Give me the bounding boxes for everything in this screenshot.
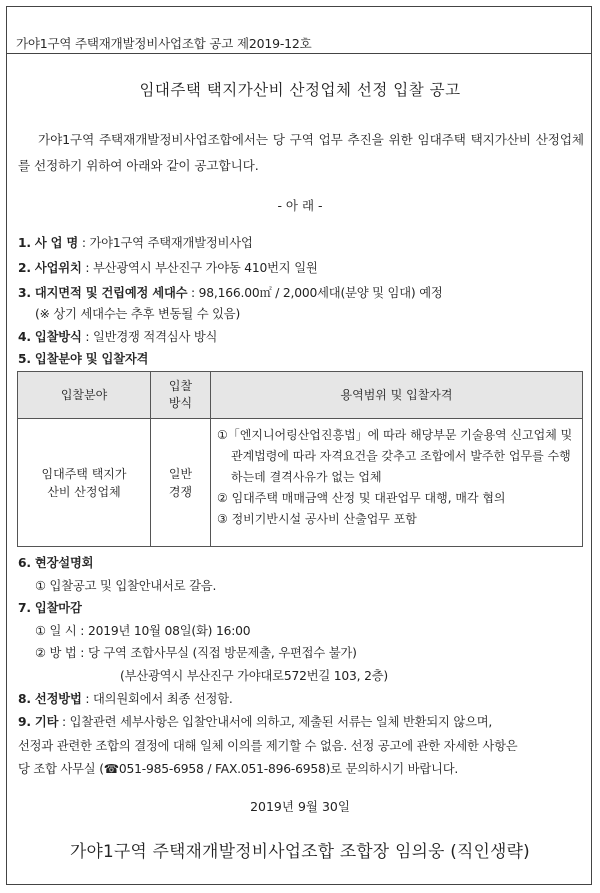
item-area-note: (※ 상기 세대수는 추후 변동될 수 있음) xyxy=(35,307,241,321)
section-bid-deadline: 7. 입찰마감 xyxy=(18,601,82,615)
section-site-briefing: 6. 현장설명회 xyxy=(18,556,94,570)
section-other xyxy=(18,712,492,730)
bid-table xyxy=(17,371,583,547)
table-header-row xyxy=(18,372,583,419)
requirement-item: ③ 정비기반시설 공사비 산출업무 포함 xyxy=(217,512,417,526)
cell-method: 일반 경쟁 xyxy=(151,419,211,547)
signature-line: 가야1구역 주택재개발정비사업조합 조합장 임의웅 (직인생략) xyxy=(70,841,530,861)
item-value: : 일반경쟁 적격심사 방식 xyxy=(81,330,218,344)
item-area xyxy=(18,283,443,301)
item-label: 3. 대지면적 및 건립예정 세대수 xyxy=(18,286,188,300)
site-briefing-line: ① 입찰공고 및 입찰안내서로 갈음. xyxy=(35,579,217,593)
page-title: 임대주택 택지가산비 산정업체 선정 입찰 공고 xyxy=(139,81,461,99)
intro-paragraph: 가야1구역 주택재개발정비사업조합에서는 당 구역 업무 추진을 위한 임대주택 택지가산비 산정업체를 선정하기 위하여 아래와 같이 공고합니다. xyxy=(18,132,584,173)
deadline-datetime: ① 일 시 : 2019년 10월 08일(화) 16:00 xyxy=(35,624,251,638)
requirement-item: ①「엔지니어링산업진흥법」에 따라 해당부문 기술용역 신고업체 및 관계법령에 따라 자격요건을 갖추고 조합에서 발주한 업무를 수행하는데 결격사유가 없는 업체 xyxy=(217,428,573,484)
deadline-method: ② 방 법 : 당 구역 조합사무실 (직접 방문제출, 우편접수 불가) xyxy=(35,646,357,660)
item-label: 9. 기타 xyxy=(18,715,59,729)
section-divider-text: - 아 래 - xyxy=(277,198,323,213)
item-label: 1. 사 업 명 xyxy=(18,236,79,250)
header-requirements: 용역범위 및 입찰자격 xyxy=(211,372,583,419)
item-value: : 입찰관련 세부사항은 입찰안내서에 의하고, 제출된 서류는 일체 반환되지 않으며, xyxy=(58,715,493,729)
header-field: 입찰분야 xyxy=(18,372,151,419)
deadline-address: (부산광역시 부산진구 가야대로572번길 103, 2층) xyxy=(120,669,388,683)
cell-requirements xyxy=(211,419,583,547)
item-value: : 가야1구역 주택재개발정비사업 xyxy=(78,236,253,250)
table-row xyxy=(18,419,583,547)
header-method: 입찰 방식 xyxy=(151,372,211,419)
item-bid-field-heading: 5. 입찰분야 및 입찰자격 xyxy=(18,352,149,366)
other-line-2: 선정과 관련한 조합의 결정에 대해 일체 이의를 제기할 수 없음. 선정 공고에 관한 자세한 사항은 xyxy=(18,739,518,753)
item-value: : 대의원회에서 최종 선정함. xyxy=(81,692,233,706)
section-selection xyxy=(18,689,233,707)
item-project-name xyxy=(18,233,253,251)
item-location xyxy=(18,258,318,276)
item-label: 2. 사업위치 xyxy=(18,261,82,275)
item-value: : 98,166.00㎡ / 2,000세대(분양 및 임대) 예정 xyxy=(187,286,443,300)
cell-field: 임대주택 택지가산비 산정업체 xyxy=(18,419,151,547)
notice-date: 2019년 9월 30일 xyxy=(250,799,350,814)
notice-number: 가야1구역 주택재개발정비사업조합 공고 제2019-12호 xyxy=(16,36,312,51)
item-label: 4. 입찰방식 xyxy=(18,330,82,344)
item-value: : 부산광역시 부산진구 가야동 410번지 일원 xyxy=(81,261,318,275)
requirement-item: ② 임대주택 매매금액 산정 및 대관업무 대행, 매각 협의 xyxy=(217,491,506,505)
item-label: 8. 선정방법 xyxy=(18,692,82,706)
other-line-3: 당 조합 사무실 (☎051-985-6958 / FAX.051-896-6958)로 문의하시기 바랍니다. xyxy=(18,762,459,776)
item-bid-method xyxy=(18,327,217,345)
